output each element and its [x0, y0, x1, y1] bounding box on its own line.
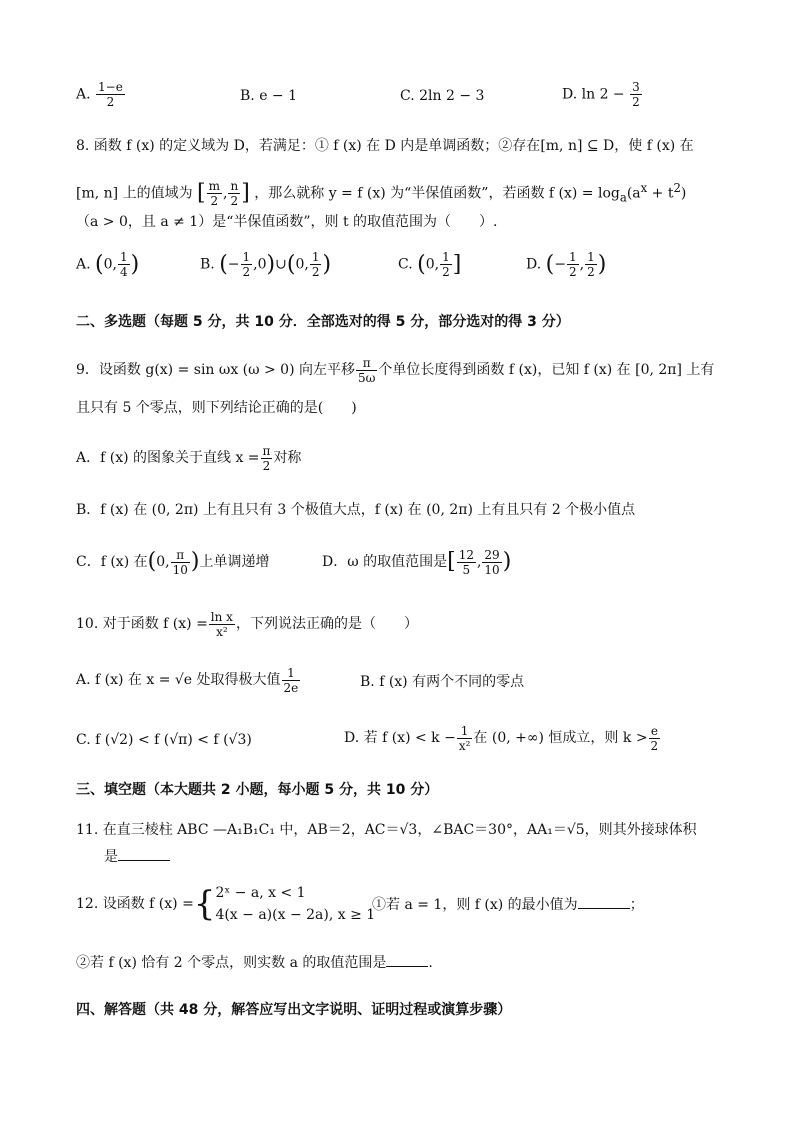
q8-line-1: 8. 函数 f (x) 的定义域为 D，若满足：① f (x) 在 D 内是单调函数；②存在[m, n] ⊆ D，使 f (x) 在 [76, 138, 694, 154]
q10-option-b: B. f (x) 有两个不同的零点 [360, 674, 525, 690]
q10-option-c: C. f (√2) < f (√π) < f (√3) [76, 732, 252, 748]
q9-option-b: B．f (x) 在 (0, 2π) 上有且只有 3 个极值大点，f (x) 在 (0, 2π) 上有且只有 2 个极小值点 [76, 502, 636, 518]
q8-line-3: （a > 0，且 a ≠ 1）是“半保值函数”，则 t 的取值范围为（ ）. [76, 214, 498, 230]
q7-a-fraction: $\frac{1-e}{2}$ [98, 80, 123, 109]
q9-line-2: 且只有 5 个零点，则下列结论正确的是( ) [76, 400, 357, 416]
q7-option-d: D. ln 2 − $\frac{3}{2}$ [562, 80, 640, 109]
q7-option-a: A. $\frac{1-e}{2}$ [76, 80, 123, 109]
q11-answer-blank[interactable] [118, 846, 170, 861]
q12-cases: 2ˣ − a, x < 1 4(x − a)(x − 2a), x ≥ 1 [215, 885, 376, 923]
section-2-heading: 二、多选题（每题 5 分，共 10 分．全部选对的得 5 分，部分选对的得 3 分） [76, 314, 570, 330]
q12-part-2: ②若 f (x) 恰有 2 个零点，则实数 a 的取值范围是 . [76, 952, 433, 973]
q10-option-a: A. f (x) 在 x = √e 处取得极大值 $\frac{1}{2e}$ [76, 665, 299, 695]
q10-line-1: 10. 对于函数 f (x) = $\frac{\text{ln x}}{\text{x²}}$ ，下列说法正确的是（ ） [76, 609, 418, 639]
q12-part1-blank[interactable] [578, 894, 630, 909]
q12-part2-blank[interactable] [386, 952, 428, 967]
q8-option-d: D. (− $\frac{1}{2}$ , $\frac{1}{2}$ ) [526, 250, 607, 279]
section-3-heading: 三、填空题（本大题共 2 小题，每小题 5 分，共 10 分） [76, 782, 439, 798]
q8-option-c: C. (0, $\frac{1}{2}$ ] [398, 250, 462, 279]
q9-option-d: D．ω 的取值范围是[ $\frac{12}{5}$ , $\frac{29}{10}$ ) [322, 547, 512, 577]
q7-option-b: B. e − 1 [240, 88, 298, 104]
q9-line-1: 9．设函数 g(x) = sin ωx (ω > 0) 向左平移 $\frac{\pi}{5\omega}$ 个单位长度得到函数 f (x)，已知 f (x) 在 [0, 2π] 上有 [76, 355, 715, 385]
q8-line-2: [m, n] 上的值域为 [ $\frac{m}{2}$ , $\frac{n}{2}$ ] ，那么就称 y = f (x) 为“半保值函数”，若函数 f $(x) = \log_a(a^x + t^2)$ [76, 179, 687, 209]
q9-option-c: C．f (x) 在(0, $\frac{\pi}{10}$ )上单调递增 [76, 547, 270, 577]
q9-option-a: A．f (x) 的图象关于直线 x = $\frac{\pi}{2}$ 对称 [76, 443, 302, 473]
q11-line-1: 11. 在直三棱柱 ABC —A₁B₁C₁ 中，AB＝2，AC＝√3，∠BAC＝30°，AA₁＝√5，则其外接球体积 [76, 822, 697, 838]
q8-option-b: B. (− $\frac{1}{2}$ ,0)∪(0, $\frac{1}{2}$ ) [200, 250, 332, 279]
q10-option-d: D. 若 f (x) < k − $\frac{1}{\text{x²}}$ 在 (0, +∞) 恒成立，则 k > $\frac{e}{2}$ [344, 723, 659, 753]
section-4-heading: 四、解答题（共 48 分，解答应写出文字说明、证明过程或演算步骤） [76, 1002, 512, 1018]
q12-line-1: 12. 设函数 f (x) ={ 2ˣ − a, x < 1 4(x − a)(x − 2a), x ≥ 1 [76, 884, 376, 924]
q8-option-a: A. (0, $\frac{1}{4}$ ) [76, 250, 140, 279]
q11-line-2: 是 [104, 846, 170, 867]
q7-option-c: C. 2ln 2 − 3 [400, 88, 485, 104]
q12-part-1: ①若 a = 1，则 f (x) 的最小值为 ； [372, 894, 644, 914]
